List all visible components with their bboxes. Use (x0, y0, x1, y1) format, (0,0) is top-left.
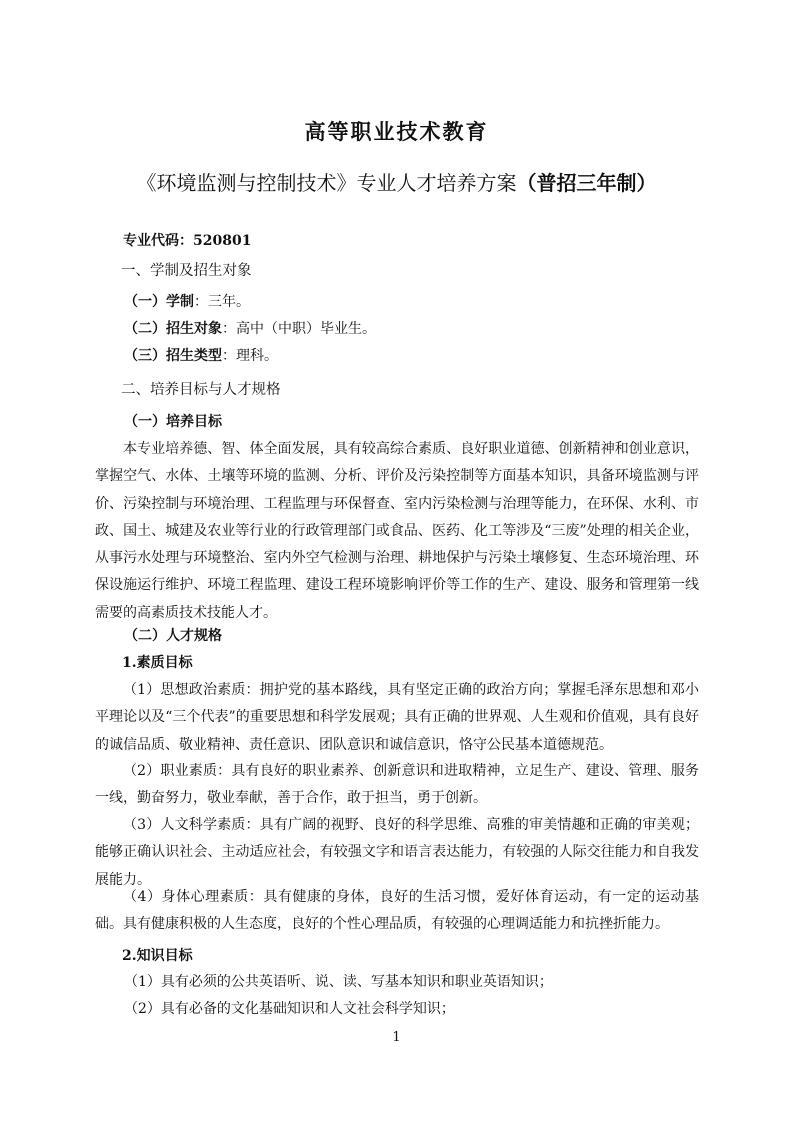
knowledge-item-2: （2）具有必备的文化基础知识和人文社会科学知识； (124, 1001, 455, 1017)
item-label: （一）学制 (124, 294, 194, 310)
major-code-value: 520801 (193, 233, 252, 249)
subsection-heading-spec: （二）人才规格 (124, 628, 222, 644)
page-number: 1 (392, 1030, 401, 1045)
heading-quality-goals: 1.素质目标 (122, 655, 193, 671)
item-label: （二）招生对象 (124, 321, 222, 337)
document-title: 高等职业技术教育 (304, 120, 489, 144)
item-text: ：理科。 (222, 348, 278, 364)
paragraph-quality-2: （2）职业素质：具有良好的职业素养、创新意识和进取精神，立足生产、建设、管理、服务一线，勤奋努力，敬业奉献，善于合作，敢于担当，勇于创新。 (95, 763, 699, 807)
item-text: ：三年。 (194, 294, 250, 310)
heading-knowledge-goals: 2.知识目标 (122, 948, 193, 964)
schooling-item (124, 293, 250, 311)
paragraph-quality-3: （3）人文科学素质：具有广阔的视野、良好的科学思维、高雅的审美情趣和正确的审美观；能够正确认识社会、主动适应社会，有较强文字和语言表达能力，有较强的人际交往能力和自我发展能力。 (95, 817, 699, 888)
document-subtitle (0, 170, 793, 196)
paragraph-training-goal: 本专业培养德、智、体全面发展，具有较高综合素质、良好职业道德、创新精神和创业意识，掌握空气、水体、土壤等环境的监测、分析、评价及污染控制等方面基本知识，具备环境监测与评价、污染控制与环境治理、工程监理与环保督查、室内污染检测与治理等能力，在环保、水利、市政、国土、城建及农业等行业的行政管理部门或食品、医药、化工等涉及“三废”处理的相关企业，从事污水处理与环境整治、室内外空气检测与治理、耕地保护与污染土壤修复、生态环境治理、环保设施运行维护、环境工程监理、建设工程环境影响评价等工作的生产、建设、服务和管理第一线需要的高素质技术技能人才。 (95, 441, 699, 621)
subtitle-bold: （普招三年制） (516, 171, 657, 195)
subtitle-main: 《环境监测与控制技术》专业人才培养方案 (136, 171, 517, 195)
section-heading-1: 一、学制及招生对象 (121, 263, 252, 279)
enrollment-type-item (124, 347, 278, 365)
section-heading-2: 二、培养目标与人才规格 (121, 382, 281, 398)
paragraph-quality-4: （4）身体心理素质：具有健康的身体，良好的生活习惯，爱好体育运动，有一定的运动基础。具有健康积极的人生态度，良好的个性心理品质，有较强的心理调适能力和抗挫折能力。 (95, 889, 699, 933)
knowledge-item-1: （1）具有必须的公共英语听、说、读、写基本知识和职业英语知识； (124, 974, 553, 990)
enrollment-target-item (124, 320, 376, 338)
paragraph-quality-1: （1）思想政治素质：拥护党的基本路线，具有坚定正确的政治方向；掌握毛泽东思想和邓小平理论以及“三个代表”的重要思想和科学发展观；具有正确的世界观、人生观和价值观，具有良好的诚信品质、敬业精神、责任意识、团队意识和诚信意识，恪守公民基本道德规范。 (95, 682, 699, 753)
item-text: ：高中（中职）毕业生。 (222, 321, 376, 337)
major-code (123, 232, 251, 250)
major-code-label: 专业代码： (123, 233, 193, 249)
subsection-heading-goal: （一）培养目标 (124, 414, 222, 430)
item-label: （三）招生类型 (124, 348, 222, 364)
